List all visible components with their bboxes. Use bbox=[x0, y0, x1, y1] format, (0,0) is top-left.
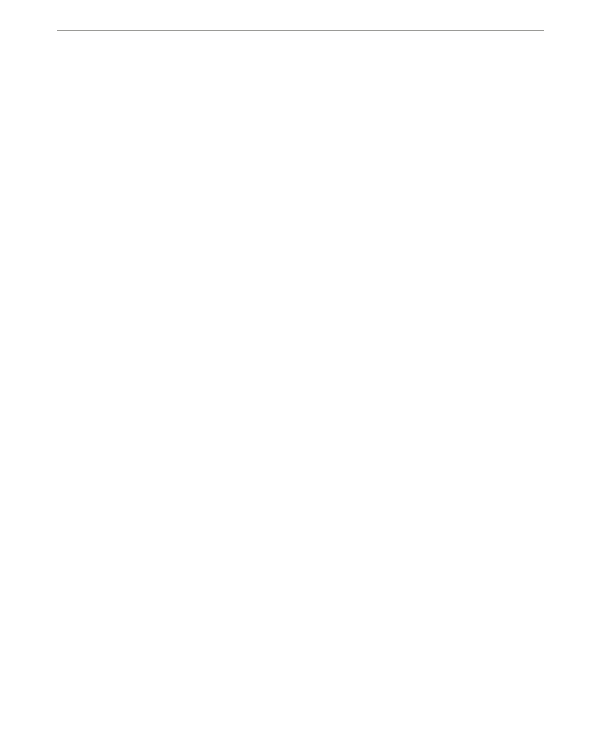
running-head-rule bbox=[57, 30, 544, 31]
running-head bbox=[57, 14, 543, 36]
